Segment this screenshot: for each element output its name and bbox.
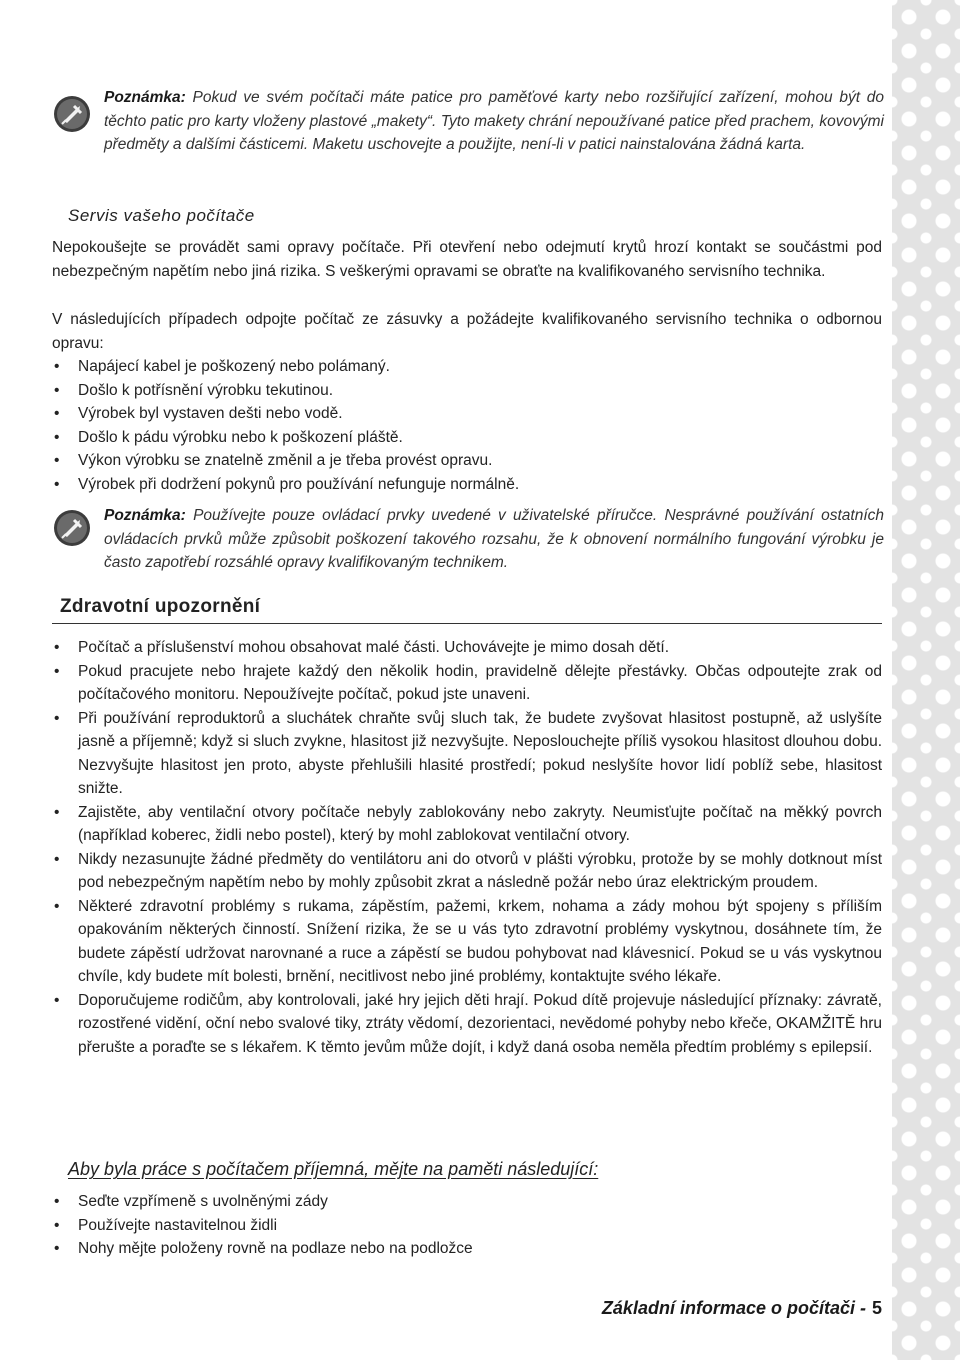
- list-item: • Výrobek při dodržení pokynů pro používání nefunguje normálně.: [52, 473, 882, 497]
- list-item: • Výrobek byl vystaven dešti nebo vodě.: [52, 402, 882, 426]
- list-item: • Používejte nastavitelnou židli: [52, 1214, 882, 1238]
- note-pin-icon: [52, 508, 92, 548]
- service-paragraph-1: Nepokoušejte se provádět sami opravy počítače. Při otevření nebo odejmutí krytů hrozí kontakt se součástmi pod nebezpečným napětím nebo jiná rizika. S veškerými opravami se obraťte na kvalifikovaného servisního technika.: [52, 239, 882, 280]
- comfort-heading: Aby byla práce s počítačem příjemná, mějte na paměti následující:: [68, 1159, 599, 1179]
- dotted-sidebar-decoration: [892, 0, 960, 1360]
- list-item: • Pokud pracujete nebo hrajete každý den několik hodin, pravidelně dělejte přestávky. Občas odpoutejte zrak od počítačového monitoru. Nepoužívejte počítač, pokud jste unaveni.: [52, 660, 882, 707]
- page-number: 5: [871, 1298, 882, 1318]
- list-item: • Při používání reproduktorů a sluchátek chraňte svůj sluch tak, že budete zvyšovat hlasitost postupně, až uslyšíte jasně a příjemně; když si sluch zvykne, hlasitost již nezvyšujte. Neposlouchejte příliš vysokou hlasitost dlouhou dobu. Nezvyšujte hlasitost jen proto, abyste přehlušili hlasité prostředí; pokud neslyšíte hovor lidí poblíž sebe, hlasitost snižte.: [52, 707, 882, 801]
- note-body: Používejte pouze ovládací prvky uvedené v uživatelské příručce. Nesprávné používání ostatních ovládacích prvků může způsobit poškození takového rozsahu, že k obnovení normálního fungování výrobku je často zapotřebí rozsáhlé opravy kvalifikovaným technikem.: [104, 507, 884, 571]
- note-label: Poznámka:: [104, 89, 186, 106]
- list-item: • Výkon výrobku se znatelně změnil a je třeba provést opravu.: [52, 449, 882, 473]
- health-heading: Zdravotní upozornění: [60, 596, 261, 617]
- page-footer: [602, 1298, 882, 1319]
- list-item: • Doporučujeme rodičům, aby kontrolovali, jaké hry jejich děti hrají. Pokud dítě projevuje následující příznaky: závratě, rozostřené vidění, oční nebo svalové tiky, ztráty vědomí, dezorientaci, nevědomé pohyby nebo křeče, OKAMŽITĚ hru přerušte a poraďte se s lékařem. K těmto jevům může dojít, i když daná osoba neměla předtím problémy s epilepsií.: [52, 989, 882, 1060]
- note-body: Pokud ve svém počítači máte patice pro paměťové karty nebo rozšiřující zařízení, mohou být do těchto patic pro karty vloženy plastové „makety“. Tyto makety chrání nepoužívané patice před prachem, kovovými předměty a dalšími částicemi. Maketu uschovejte a použijte, není-li v patici nainstalována žádná karta.: [104, 89, 884, 153]
- list-item: • Nikdy nezasunujte žádné předměty do ventilátoru ani do otvorů v plášti výrobku, protože by se mohly dotknout míst pod nebezpečným napětím nebo by mohly způsobit zkrat a následně požár nebo úraz elektrickým proudem.: [52, 848, 882, 895]
- footer-title: Základní informace o počítači -: [601, 1298, 866, 1318]
- note-pin-icon: [52, 94, 92, 134]
- note-slot-covers: [52, 86, 884, 157]
- list-item: • Nohy mějte položeny rovně na podlaze nebo na podložce: [52, 1237, 882, 1261]
- list-item: • Seďte vzpřímeně s uvolněnými zády: [52, 1190, 882, 1214]
- list-item: • Některé zdravotní problémy s rukama, zápěstím, pažemi, krkem, nohama a zády mohou být spojeny s příliším opakováním některých činností. Snížení rizika, že se u vás tyto zdravotní problémy vyskytnou, dosáhnete tím, že budete zápěstí udržovat narovnané a ruce a zápěstí se budou pohybovat nad klávesnicí. Pokud se u vás vyskytnou chvíle, kdy budete mít bolesti, brnění, necitlivost nebo jiné problémy, kontaktujte svého lékaře.: [52, 895, 882, 989]
- note-label: Poznámka:: [104, 507, 186, 524]
- note-text: [104, 86, 884, 157]
- heading-rule: [52, 623, 882, 624]
- service-paragraph-2: V následujících případech odpojte počítač ze zásuvky a požádejte kvalifikovaného servisního technika o odbornou opravu:: [52, 311, 882, 352]
- note-controls: [52, 504, 884, 575]
- health-bullet-list: [52, 636, 882, 1059]
- list-item: • Došlo k pádu výrobku nebo k poškození pláště.: [52, 426, 882, 450]
- comfort-bullet-list: [52, 1190, 882, 1261]
- note-text: [104, 504, 884, 575]
- service-bullet-list: [52, 355, 882, 496]
- list-item: • Napájecí kabel je poškozený nebo polámaný.: [52, 355, 882, 379]
- list-item: • Počítač a příslušenství mohou obsahovat malé části. Uchovávejte je mimo dosah dětí.: [52, 636, 882, 660]
- list-item: • Došlo k potřísnění výrobku tekutinou.: [52, 379, 882, 403]
- service-heading: Servis vašeho počítače: [68, 206, 255, 225]
- list-item: • Zajistěte, aby ventilační otvory počítače nebyly zablokovány nebo zakryty. Neumisťujte počítač na měkký povrch (například koberec, židli nebo postel), který by mohl zablokovat ventilační otvory.: [52, 801, 882, 848]
